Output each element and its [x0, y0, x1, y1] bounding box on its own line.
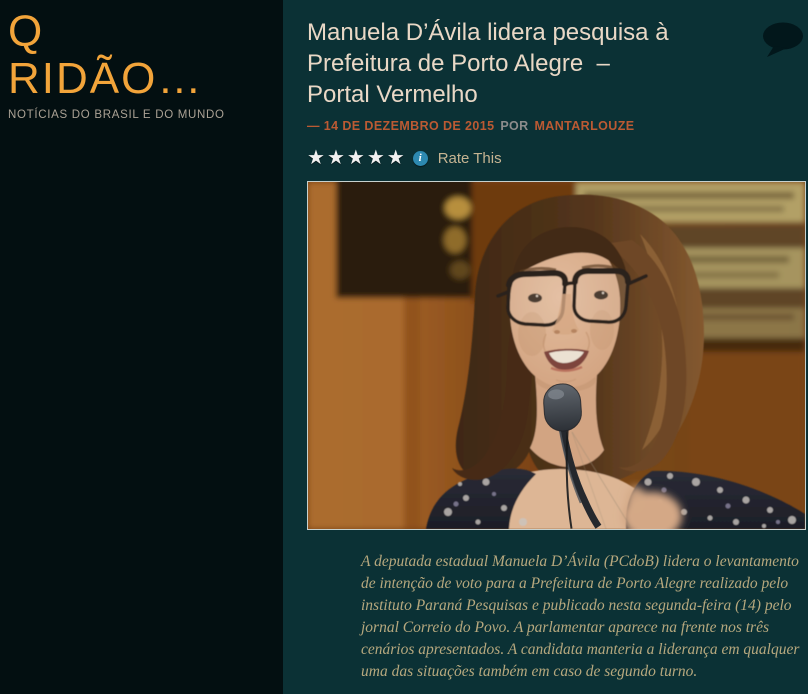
site-title[interactable]: [8, 8, 273, 102]
rating-widget: [307, 146, 808, 170]
photo-caption: A deputada estadual Manuela D’Ávila (PCdoB) lidera o levantamento de intenção de voto para a Prefeitura de Porto Alegre realizado pelo instituto Paraná Pesquisas e publicado nesta segunda-feira (14) pelo jornal Correio do Povo. A parlamentar aparece na frente nos três cenários apresentados. A candidata manteria a liderança em qualquer uma das situações também em caso de segundo turno.: [361, 553, 800, 680]
star-icon[interactable]: ★: [326, 147, 345, 169]
byline: [307, 119, 808, 133]
post-title-line1: Manuela D’Ávila lidera pesquisa à: [307, 19, 669, 46]
post-title: [307, 17, 808, 110]
star-icon[interactable]: ★: [346, 147, 365, 169]
main-content: [283, 0, 808, 694]
comment-bubble-icon[interactable]: [759, 22, 804, 59]
post-date[interactable]: — 14 DE DEZEMBRO DE 2015: [307, 119, 495, 133]
byline-por: POR: [500, 119, 529, 133]
site-tagline: NOTÍCIAS DO BRASIL E DO MUNDO: [8, 109, 225, 121]
byline-author[interactable]: MANTARLOUZE: [534, 119, 635, 133]
rating-stars[interactable]: [307, 147, 407, 169]
post-title-line3: Portal Vermelho: [307, 81, 478, 108]
star-icon[interactable]: ★: [307, 147, 325, 169]
site-title-line1: Q: [8, 7, 45, 56]
star-icon[interactable]: ★: [366, 147, 385, 169]
info-icon[interactable]: i: [413, 151, 428, 166]
site-title-line2: RIDÃO…: [8, 54, 204, 103]
portrait-illustration: [308, 182, 805, 529]
article-photo: [307, 181, 806, 530]
sidebar: [0, 0, 283, 694]
post-title-line2: Prefeitura de Porto Alegre –: [307, 50, 610, 77]
star-icon[interactable]: ★: [386, 147, 405, 169]
rate-this-label: Rate This: [437, 149, 502, 167]
